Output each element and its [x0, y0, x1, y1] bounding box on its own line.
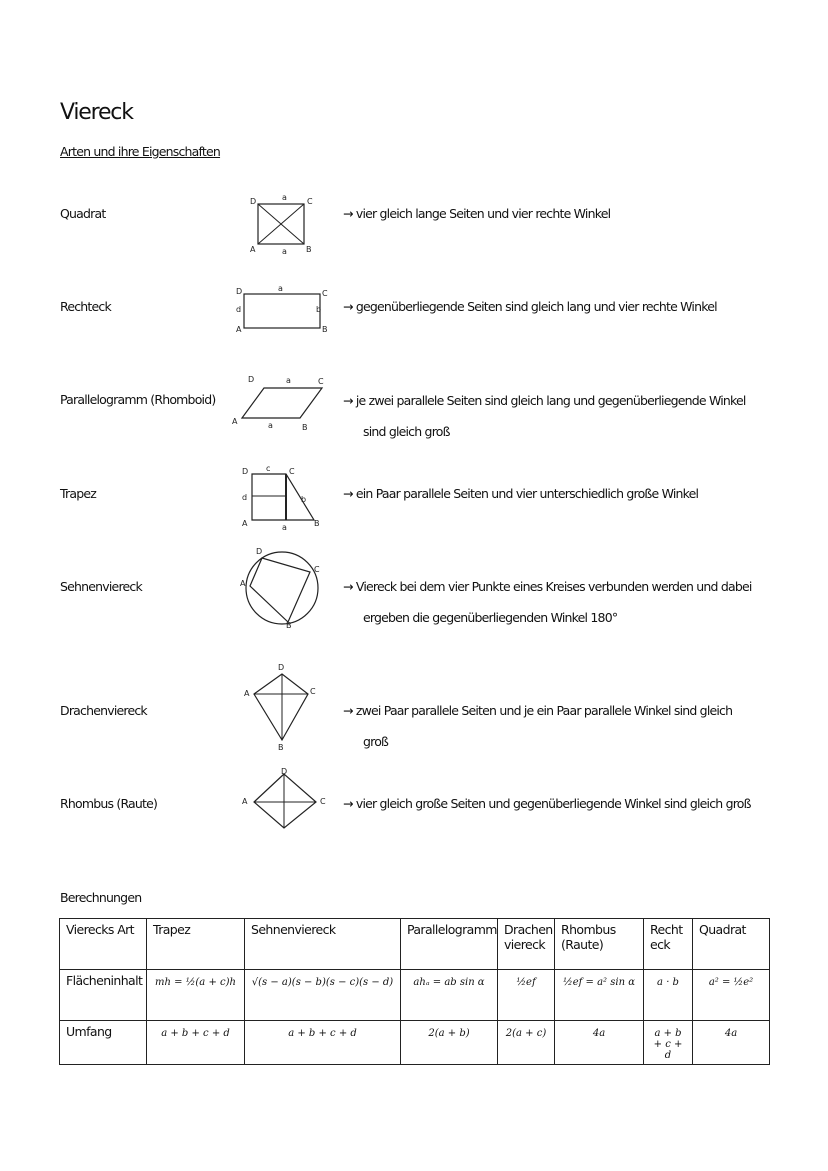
row-label: Umfang	[60, 1021, 147, 1065]
table-row-perimeter	[60, 1021, 770, 1065]
header-cell: Quadrat	[693, 919, 770, 970]
svg-text:A: A	[232, 417, 238, 426]
svg-text:a: a	[282, 193, 287, 202]
rhombus-sketch	[236, 768, 332, 832]
svg-text:D: D	[236, 287, 243, 296]
svg-text:B: B	[302, 423, 308, 432]
svg-text:B: B	[306, 245, 312, 254]
shape-desc-quadrat: → vier gleich lange Seiten und vier rechte Winkel	[343, 206, 611, 221]
formula: a + b + c + d	[288, 1028, 357, 1039]
svg-text:a: a	[278, 284, 283, 293]
svg-text:A: A	[242, 519, 248, 528]
formula: ahₐ = ab sin α	[413, 977, 485, 988]
svg-text:B: B	[322, 325, 328, 334]
header-cell: Sehnenviereck	[245, 919, 401, 970]
shape-name-quadrat: Quadrat	[60, 206, 106, 221]
formula: a² = ½e²	[708, 977, 754, 988]
shape-desc-rechteck: → gegenüberliegende Seiten sind gleich lang und vier rechte Winkel	[343, 299, 717, 314]
shape-desc-trapez: → ein Paar parallele Seiten und vier unterschiedlich große Winkel	[343, 486, 699, 501]
header-cell: Recht eck	[644, 919, 693, 970]
svg-text:C: C	[307, 197, 313, 206]
drachenviereck-sketch	[238, 662, 324, 754]
svg-text:B: B	[314, 519, 320, 528]
svg-text:A: A	[244, 689, 250, 698]
shape-name-sehnenviereck: Sehnenviereck	[60, 579, 142, 594]
svg-text:b: b	[301, 495, 307, 504]
formula: mh = ½(a + c)h	[155, 977, 236, 988]
trapez-sketch	[234, 464, 324, 534]
shape-desc-parallelogramm: → je zwei parallele Seiten sind gleich lang und gegenüberliegende Winkel sind gleich groß	[343, 393, 746, 439]
svg-text:A: A	[236, 325, 242, 334]
shape-desc-sehnenviereck: → Viereck bei dem vier Punkte eines Kreises verbunden werden und dabei ergeben die gegenüberliegenden Winkel 180°	[343, 579, 752, 625]
svg-text:C: C	[318, 377, 324, 386]
svg-text:c: c	[266, 464, 271, 473]
formula: 4a	[724, 1028, 738, 1039]
sehnenviereck-sketch	[234, 546, 326, 630]
svg-text:B: B	[286, 621, 292, 630]
svg-text:a: a	[286, 376, 291, 385]
svg-text:A: A	[250, 245, 256, 254]
svg-text:d: d	[236, 305, 242, 314]
table-header-row	[60, 919, 770, 970]
shape-name-rhombus: Rhombus (Raute)	[60, 796, 158, 811]
svg-text:b: b	[316, 305, 322, 314]
header-cell: Parallelogramm	[401, 919, 498, 970]
formula: 2(a + c)	[505, 1028, 547, 1039]
svg-text:D: D	[281, 768, 288, 776]
subtitle: Arten und ihre Eigenschaften	[60, 144, 221, 159]
svg-text:C: C	[322, 289, 328, 298]
shape-desc-drachenviereck: → zwei Paar parallele Seiten und je ein Paar parallele Winkel sind gleich groß	[343, 703, 733, 749]
svg-text:a: a	[268, 421, 273, 430]
page-title: Viereck	[60, 100, 133, 125]
calc-title: Berechnungen	[60, 890, 142, 905]
header-cell: Trapez	[147, 919, 245, 970]
row-label: Flächeninhalt	[60, 970, 147, 1021]
svg-text:C: C	[289, 467, 295, 476]
header-cell: Drachen viereck	[498, 919, 555, 970]
shape-name-parallelogramm: Parallelogramm (Rhomboid)	[60, 392, 216, 407]
svg-text:A: A	[242, 797, 248, 806]
formula: √(s − a)(s − b)(s − c)(s − d)	[251, 977, 394, 988]
formula: 2(a + b)	[428, 1028, 470, 1039]
parallelogramm-sketch	[228, 372, 332, 434]
svg-text:C: C	[314, 565, 320, 574]
table-row-area	[60, 970, 770, 1021]
header-cell: Rhombus (Raute)	[555, 919, 644, 970]
svg-text:C: C	[310, 687, 316, 696]
shape-name-rechteck: Rechteck	[60, 299, 111, 314]
svg-text:d: d	[242, 493, 248, 502]
svg-text:D: D	[242, 467, 249, 476]
calc-table	[59, 918, 770, 1065]
header-cell: Vierecks Art	[60, 919, 147, 970]
formula: ½ef = a² sin α	[563, 977, 635, 988]
formula: 4a	[592, 1028, 606, 1039]
shape-name-drachenviereck: Drachenviereck	[60, 703, 147, 718]
formula: a · b	[657, 977, 679, 988]
formula: a + b + c + d	[161, 1028, 230, 1039]
shape-desc-rhombus: → vier gleich große Seiten und gegenüberliegende Winkel sind gleich groß	[343, 796, 751, 811]
rechteck-sketch	[232, 284, 328, 334]
svg-text:B: B	[278, 743, 284, 752]
svg-text:a: a	[282, 247, 287, 256]
svg-text:D: D	[278, 663, 285, 672]
svg-text:D: D	[256, 547, 263, 556]
svg-text:C: C	[320, 797, 326, 806]
svg-text:A: A	[240, 579, 246, 588]
svg-text:D: D	[248, 375, 255, 384]
quadrat-sketch	[240, 190, 320, 256]
shape-name-trapez: Trapez	[60, 486, 96, 501]
svg-text:D: D	[250, 197, 257, 206]
svg-text:a: a	[282, 523, 287, 532]
formula: a + b + c + d	[653, 1028, 683, 1061]
formula: ½ef	[516, 977, 536, 988]
